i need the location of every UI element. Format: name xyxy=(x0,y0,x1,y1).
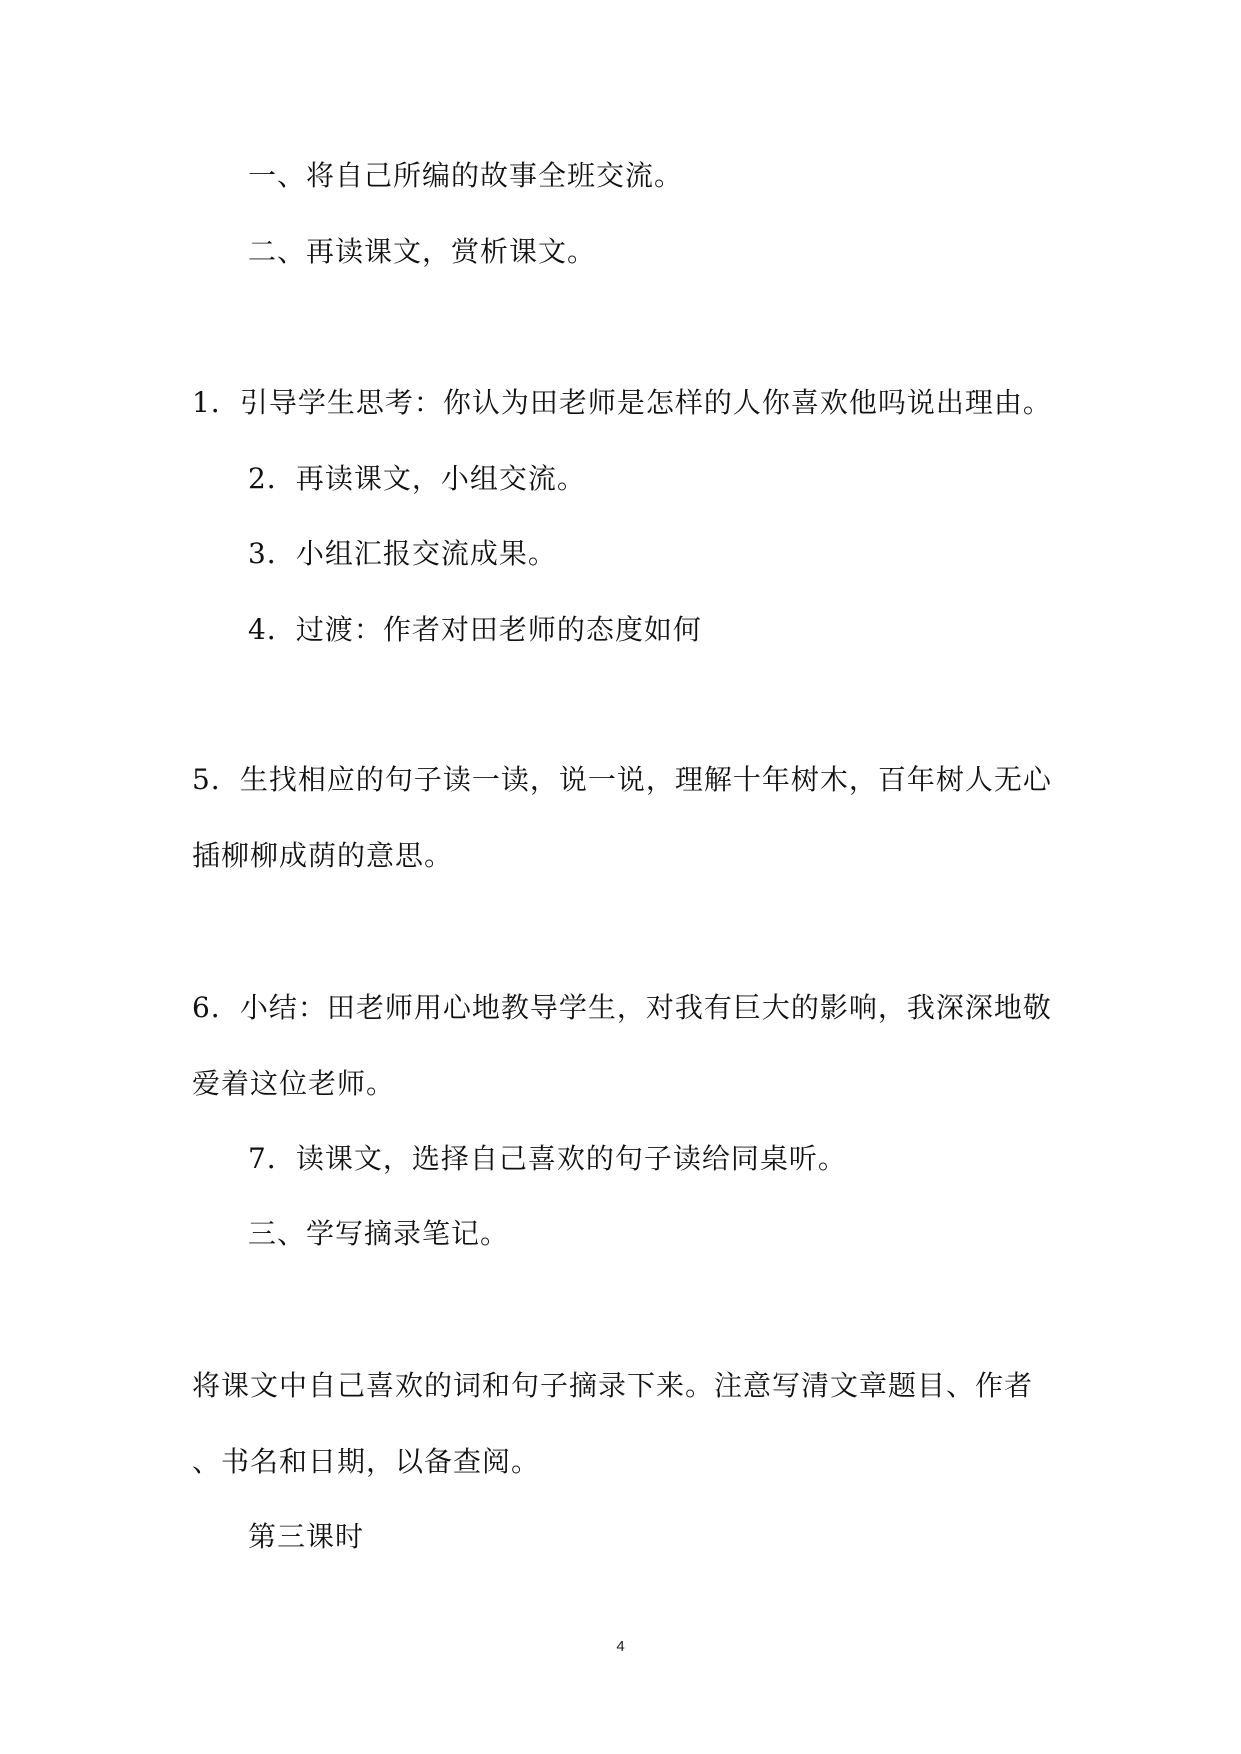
page-number: 4 xyxy=(616,1638,625,1655)
paragraph-line: 一、将自己所编的故事全班交流。 xyxy=(248,159,684,192)
paragraph-line: 、书名和日期，以备查阅。 xyxy=(192,1445,541,1478)
paragraph-line: 插柳柳成荫的意思。 xyxy=(192,839,454,872)
paragraph-line: 7．读课文，选择自己喜欢的句子读给同桌听。 xyxy=(248,1142,847,1175)
paragraph-line: 3．小组汇报交流成果。 xyxy=(248,537,557,570)
paragraph-line: 爱着这位老师。 xyxy=(192,1067,396,1100)
paragraph-line: 将课文中自己喜欢的词和句子摘录下来。注意写清文章题目、作者 xyxy=(192,1369,1034,1402)
paragraph-line: 三、学写摘录笔记。 xyxy=(248,1217,510,1250)
paragraph-line: 6．小结：田老师用心地教导学生，对我有巨大的影响，我深深地敬 xyxy=(192,991,1052,1024)
paragraph-line: 4．过渡：作者对田老师的态度如何 xyxy=(248,613,702,646)
paragraph-line: 二、再读课文，赏析课文。 xyxy=(248,235,597,268)
section-heading: 第三课时 xyxy=(248,1520,365,1553)
paragraph-line: 2．再读课文，小组交流。 xyxy=(248,462,586,495)
paragraph-line: 5．生找相应的句子读一读，说一说，理解十年树木，百年树人无心 xyxy=(192,763,1052,796)
paragraph-line: 1．引导学生思考：你认为田老师是怎样的人你喜欢他吗说出理由。 xyxy=(192,386,1052,419)
